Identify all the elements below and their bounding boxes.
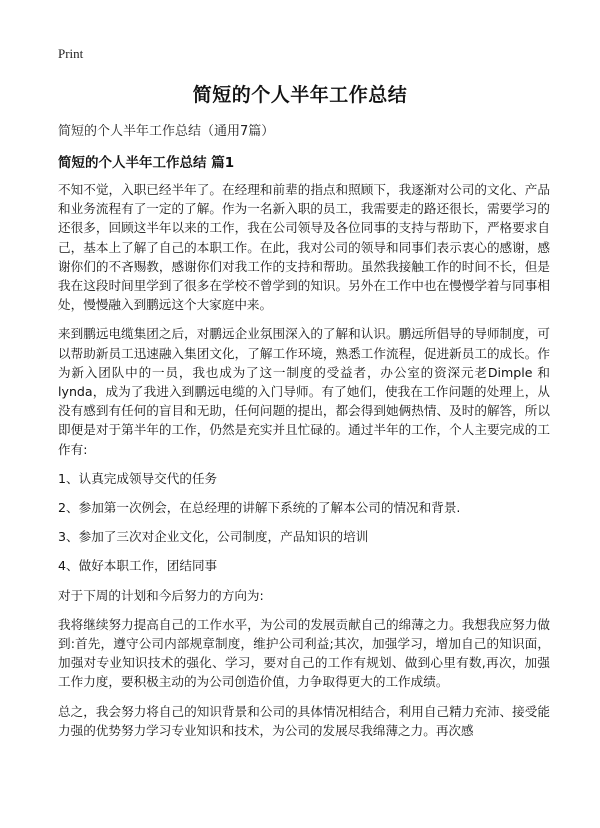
document-subtitle: 简短的个人半年工作总结（通用7篇） [58, 124, 275, 139]
list-item: 2、参加第一次例会，在总经理的讲解下系统的了解本公司的情况和背景. [58, 500, 461, 516]
paragraph-summary: 总之，我会努力将自己的知识背景和公司的具体情况相结合，利用自己精力充沛、接受能力强的优势努力学习专业知识和技术，为公司的发展尽我绵薄之力。再次感 [58, 703, 550, 738]
list-item: 1、认真完成领导交代的任务 [58, 470, 218, 486]
list-item: 4、做好本职工作，团结同事 [58, 558, 218, 574]
paragraph-intro: 不知不觉，入职已经半年了。在经理和前辈的指点和照顾下，我逐渐对公司的文化、产品和业务流程有了一定的了解。作为一名新入职的员工，我需要走的路还很长，需要学习的还很多，回顾这半年以来的工作，我在公司领导及各位同事的支持与帮助下，严格要求自己，基本上了解了自己的本职工作。在此，我对公司的领导和同事们表示衷心的感谢，感谢你们的不吝赐教，感谢你们对我工作的支持和帮助。虽然我接触工作的时间不长，但是我在这段时间里学到了很多在学校不曾学到的知识。另外在工作中也在慢慢学着与同事相处，慢慢融入到鹏远这个大家庭中来。 [58, 182, 550, 313]
list-item: 3、参加了三次对企业文化，公司制度，产品知识的培训 [58, 529, 369, 545]
paragraph-plan: 我将继续努力提高自己的工作水平，为公司的发展贡献自己的绵薄之力。我想我应努力做到:首先，遵守公司内部规章制度，维护公司利益;其次，加强学习，增加自己的知识面，加强对专业知识技术的强化、学习，要对自己的工作有规划、做到心里有数,再次，加强工作力度，要积极主动的为公司创造价值，力争取得更大的工作成绩。 [58, 616, 550, 690]
print-label: Print [58, 46, 84, 61]
paragraph-company: 来到鹏远电缆集团之后，对鹏远企业氛围深入的了解和认识。鹏远所倡导的导师制度，可以帮助新员工迅速融入集团文化，了解工作环境，熟悉工作流程，促进新员工的成长。作为新入团队中的一员，我也成为了这一制度的受益者，办公室的资深元老Dimple 和lynda，成为了我进入到鹏远电缆的入门导师。有了她们，使我在工作问题的处理上，从没有感到有任何的盲目和无助，任何问题的提出，都会得到她俩热情、及时的解答，所以即便是对于第半年的工作，仍然是充实并且忙碌的。通过半年的工作，个人主要完成的工作有: [58, 326, 550, 457]
section-heading: 简短的个人半年工作总结 篇1 [58, 155, 235, 171]
paragraph-plan-heading: 对于下周的计划和今后努力的方向为: [58, 587, 264, 603]
document-body [58, 180, 550, 750]
document-title: 简短的个人半年工作总结 [192, 84, 408, 106]
